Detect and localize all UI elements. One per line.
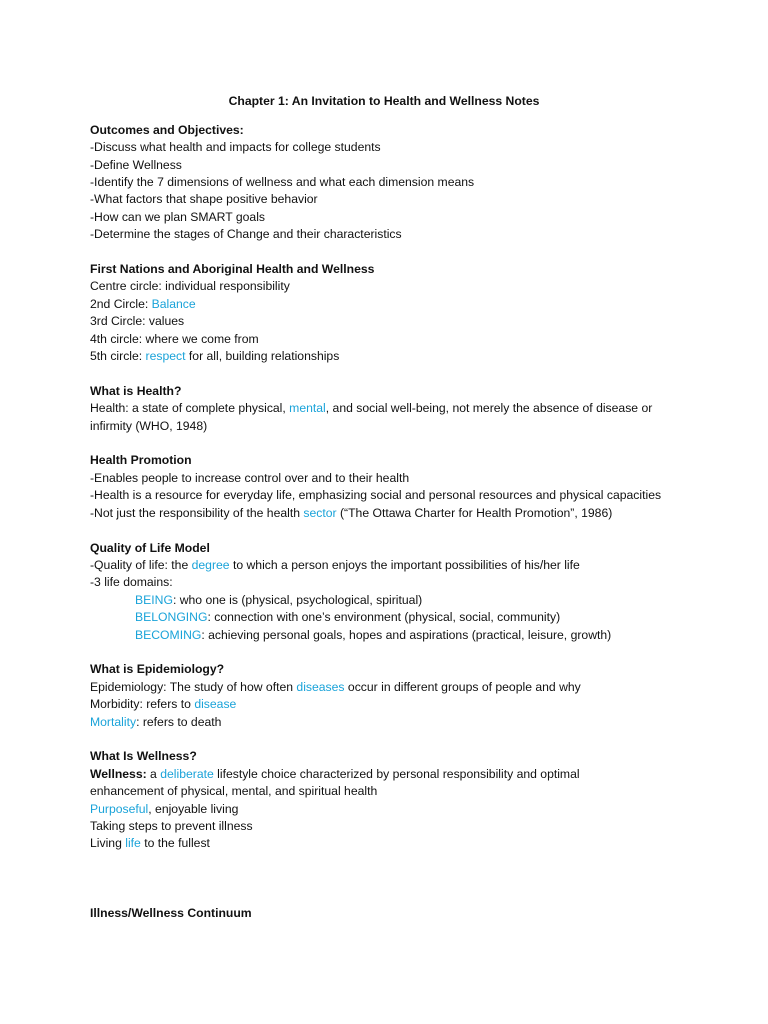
mortality-text: : refers to death (136, 715, 222, 729)
qol-domains-line: -3 life domains: (90, 575, 173, 589)
life-keyword: life (125, 836, 141, 850)
promotion-item: -Enables people to increase control over and to their health (90, 471, 410, 485)
wellness-definition-line-1 (90, 766, 580, 783)
epi-keyword: diseases (296, 680, 345, 694)
wellness-text-rest: lifestyle choice characterized by personal responsibility and optimal (213, 767, 580, 781)
fourth-circle-line: 4th circle: where we come from (90, 332, 259, 346)
health-definition-line-1 (90, 400, 652, 417)
wellness-purposeful-line (90, 801, 238, 818)
morbidity-line (90, 696, 236, 713)
epi-text: Epidemiology: The study of how often (90, 680, 297, 694)
third-circle-line: 3rd Circle: values (90, 314, 185, 328)
second-circle-label: 2nd Circle: (90, 297, 152, 311)
domain-belonging-desc: : connection with one’s environment (physical, social, community) (207, 610, 561, 624)
document-title: Chapter 1: An Invitation to Health and Wellness Notes (228, 94, 540, 108)
outcome-item: -Identify the 7 dimensions of wellness and what each dimension means (90, 175, 475, 189)
living-text: Living (90, 836, 126, 850)
outcome-item: -What factors that shape positive behavior (90, 192, 318, 206)
outcome-item: -Determine the stages of Change and their characteristics (90, 227, 402, 241)
domain-being-term: BEING (135, 593, 173, 607)
epidemiology-definition (90, 679, 581, 696)
domain-belonging-term: BELONGING (135, 610, 208, 624)
domain-becoming-term: BECOMING (135, 628, 202, 642)
domain-becoming-desc: : achieving personal goals, hopes and aspirations (practical, leisure, growth) (201, 628, 612, 642)
fifth-circle-rest: for all, building relationships (185, 349, 340, 363)
wellness-heading: What Is Wellness? (90, 749, 197, 763)
qol-text: -Quality of life: the (90, 558, 192, 572)
outcomes-heading: Outcomes and Objectives: (90, 123, 244, 137)
fifth-circle-keyword: respect (145, 349, 186, 363)
epi-text-rest: occur in different groups of people and why (344, 680, 581, 694)
qol-heading: Quality of Life Model (90, 541, 210, 555)
wellness-prevent-line: Taking steps to prevent illness (90, 819, 253, 833)
fifth-circle-label: 5th circle: (90, 349, 146, 363)
purposeful-text: , enjoyable living (148, 802, 239, 816)
first-nations-heading: First Nations and Aboriginal Health and Wellness (90, 262, 375, 276)
qol-keyword: degree (191, 558, 230, 572)
outcome-item: -How can we plan SMART goals (90, 210, 265, 224)
domain-being-desc: : who one is (physical, psychological, spiritual) (172, 593, 423, 607)
qol-text-rest: to which a person enjoys the important possibilities of his/her life (229, 558, 580, 572)
promotion-item: -Health is a resource for everyday life, emphasizing social and personal resources and physical capacities (90, 488, 662, 502)
domain-being (135, 592, 422, 609)
wellness-definition-line-2: enhancement of physical, mental, and spiritual health (90, 784, 378, 798)
wellness-term: Wellness: (90, 767, 147, 781)
mortality-term: Mortality (90, 715, 137, 729)
fifth-circle-line (90, 348, 339, 365)
health-def-text: Health: a state of complete physical, (90, 401, 290, 415)
purposeful-keyword: Purposeful (90, 802, 149, 816)
health-definition-line-2: infirmity (WHO, 1948) (90, 419, 208, 433)
health-heading: What is Health? (90, 384, 182, 398)
domain-belonging (135, 609, 560, 626)
continuum-heading: Illness/Wellness Continuum (90, 906, 252, 920)
wellness-keyword: deliberate (160, 767, 214, 781)
living-text-rest: to the fullest (140, 836, 210, 850)
wellness-text: a (146, 767, 161, 781)
centre-circle-line: Centre circle: individual responsibility (90, 279, 290, 293)
health-promotion-heading: Health Promotion (90, 453, 192, 467)
epidemiology-heading: What is Epidemiology? (90, 662, 225, 676)
qol-definition-line (90, 557, 580, 574)
wellness-living-line (90, 835, 210, 852)
health-def-text-rest: , and social well-being, not merely the absence of disease or (325, 401, 653, 415)
promotion-text: -Not just the responsibility of the health (90, 506, 304, 520)
promotion-keyword: sector (303, 506, 337, 520)
morbidity-text: Morbidity: refers to (90, 697, 195, 711)
morbidity-keyword: disease (194, 697, 237, 711)
domain-becoming (135, 627, 611, 644)
second-circle-line (90, 296, 196, 313)
second-circle-value: Balance (151, 297, 196, 311)
outcome-item: -Discuss what health and impacts for college students (90, 140, 381, 154)
mortality-line (90, 714, 221, 731)
promotion-item (90, 505, 612, 522)
health-def-keyword: mental (289, 401, 326, 415)
promotion-citation: (“The Ottawa Charter for Health Promotion”, 1986) (336, 506, 613, 520)
outcome-item: -Define Wellness (90, 158, 182, 172)
